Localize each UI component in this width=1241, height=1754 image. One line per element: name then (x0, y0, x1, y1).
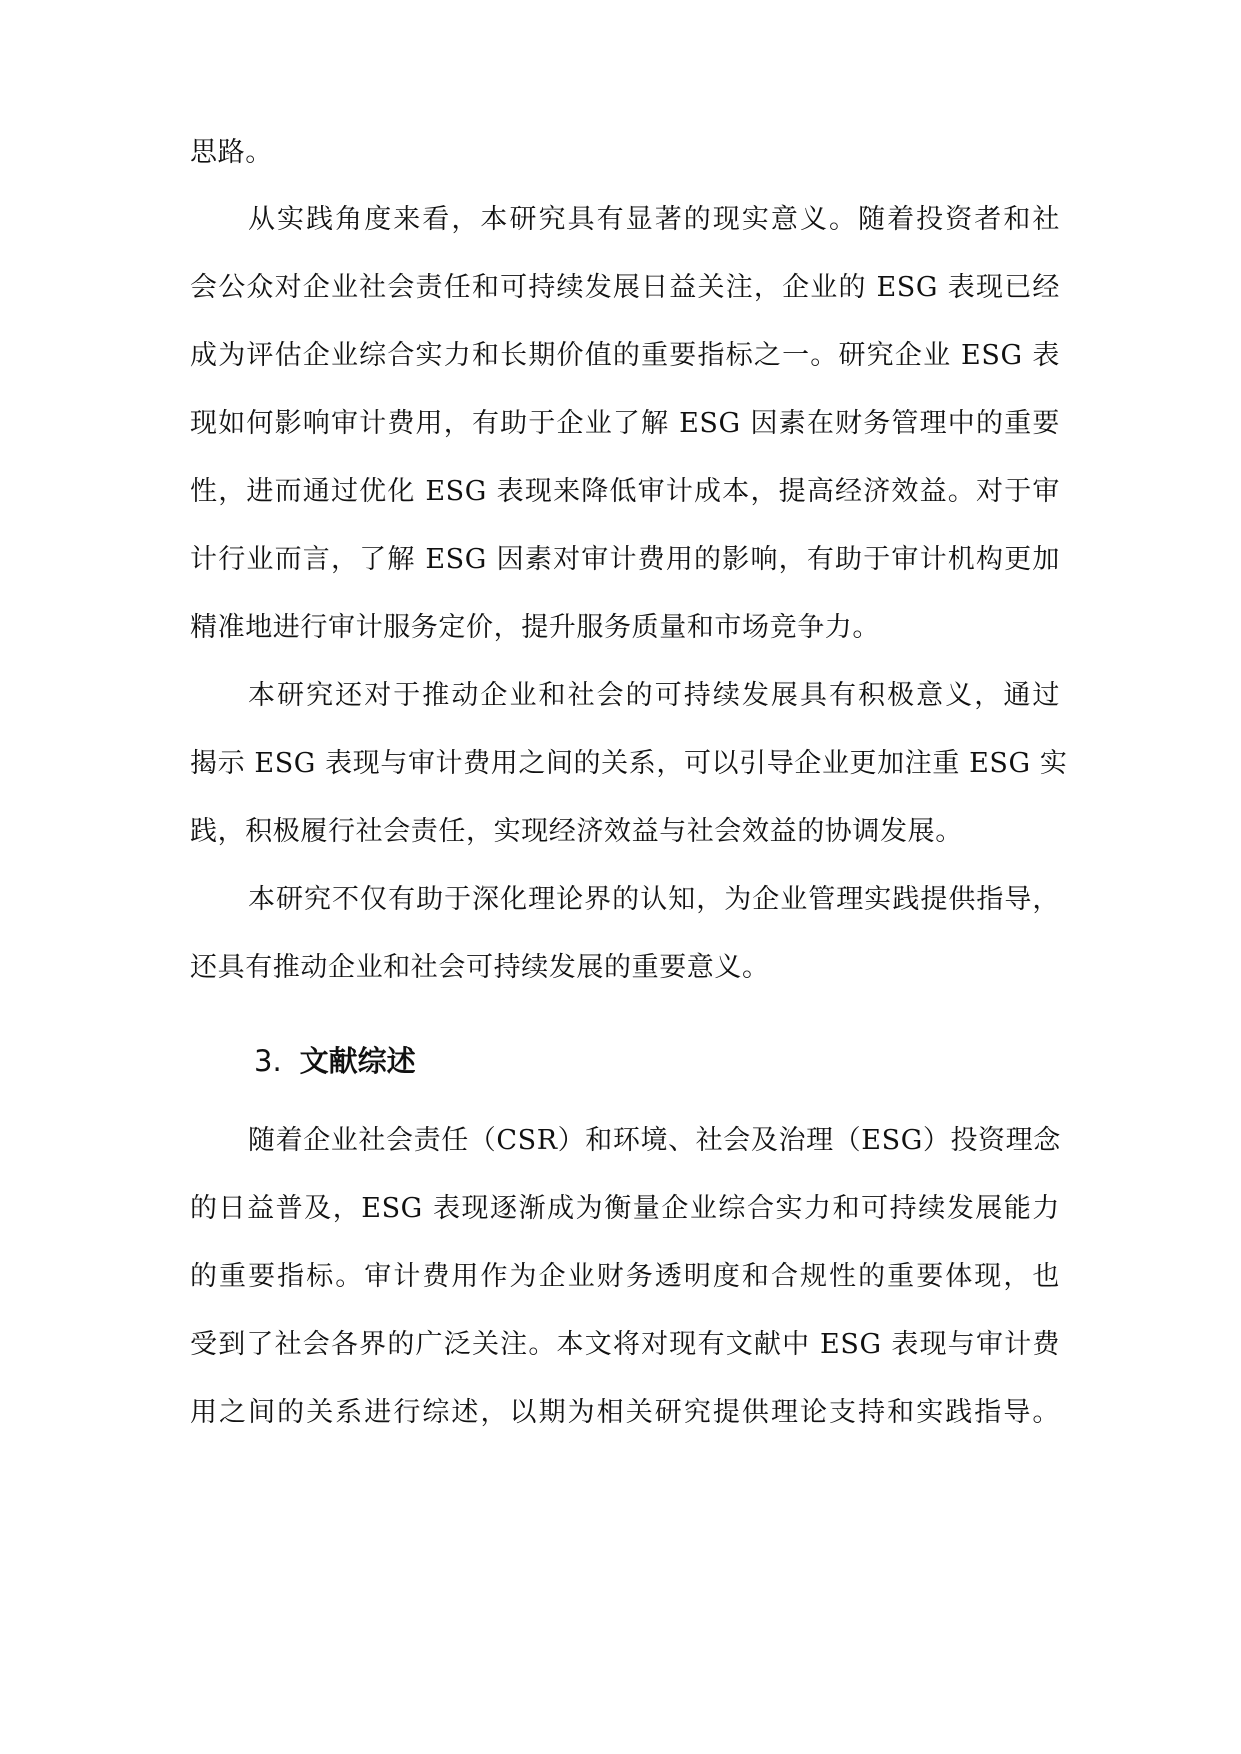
paragraph-line: 本研究不仅有助于深化理论界的认知，为企业管理实践提供指导， (248, 884, 1060, 915)
paragraph-line: 还具有推动企业和社会可持续发展的重要意义。 (190, 952, 770, 983)
paragraph-line: 会公众对企业社会责任和可持续发展日益关注，企业的 ESG 表现已经 (190, 272, 1060, 303)
paragraph-line: 本研究还对于推动企业和社会的可持续发展具有积极意义，通过 (248, 680, 1060, 711)
paragraph-line: 现如何影响审计费用，有助于企业了解 ESG 因素在财务管理中的重要 (190, 408, 1060, 439)
section-title: 文献综述 (299, 1044, 416, 1078)
paragraph-line: 随着企业社会责任（CSR）和环境、社会及治理（ESG）投资理念 (248, 1125, 1061, 1156)
paragraph-line: 成为评估企业综合实力和长期价值的重要指标之一。研究企业 ESG 表 (190, 340, 1060, 371)
paragraph-line: 计行业而言，了解 ESG 因素对审计费用的影响，有助于审计机构更加 (190, 544, 1060, 575)
paragraph-line: 揭示 ESG 表现与审计费用之间的关系，可以引导企业更加注重 ESG 实 (190, 748, 1068, 779)
paragraph-line: 践，积极履行社会责任，实现经济效益与社会效益的协调发展。 (190, 816, 963, 847)
paragraph-continuation-line: 思路。 (190, 137, 273, 168)
paragraph-line: 的日益普及，ESG 表现逐渐成为衡量企业综合实力和可持续发展能力 (190, 1193, 1060, 1224)
paragraph-line: 精准地进行审计服务定价，提升服务质量和市场竞争力。 (190, 612, 880, 643)
paragraph-line: 用之间的关系进行综述，以期为相关研究提供理论支持和实践指导。 (190, 1397, 1060, 1428)
section-heading (254, 1041, 416, 1081)
section-number: 3. (254, 1044, 282, 1078)
paragraph-line: 的重要指标。审计费用作为企业财务透明度和合规性的重要体现，也 (190, 1261, 1060, 1292)
paragraph-line: 性，进而通过优化 ESG 表现来降低审计成本，提高经济效益。对于审 (190, 476, 1060, 507)
paragraph-line: 受到了社会各界的广泛关注。本文将对现有文献中 ESG 表现与审计费 (190, 1329, 1060, 1360)
paragraph-line: 从实践角度来看，本研究具有显著的现实意义。随着投资者和社 (248, 204, 1060, 235)
